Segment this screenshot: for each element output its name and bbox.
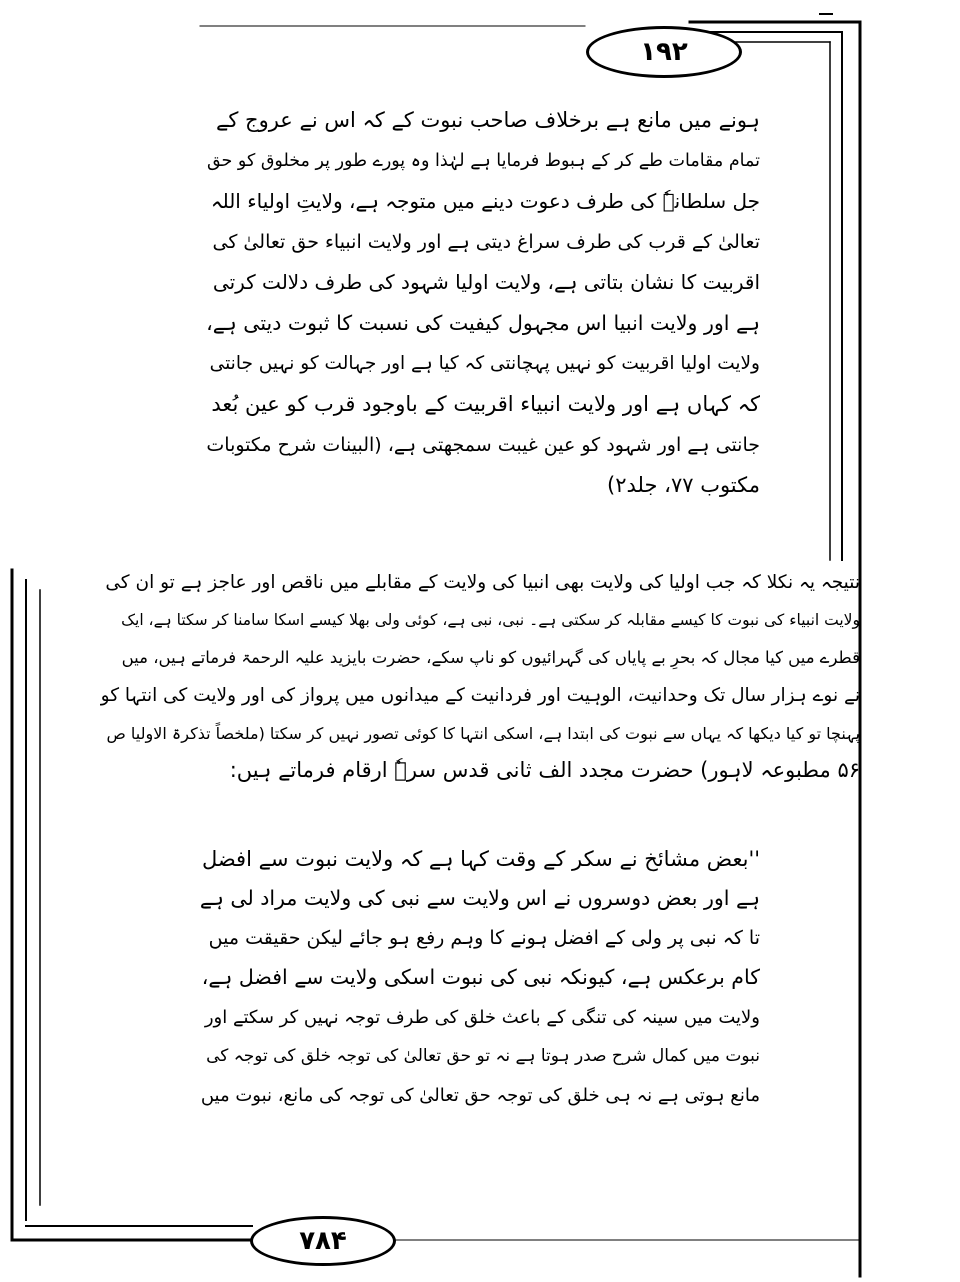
quote-one-line: کہ کہاں ہے اور ولایت انبیاء اقربیت کے باوجود قرب کو عین بُعد	[211, 392, 760, 417]
page-number-bottom	[250, 1216, 396, 1266]
body-line: نے نوے ہزار سال تک وحدانیت، الوہیت اور فردانیت کے میدانوں میں پرواز کی اور ولایت کی انتہا کو	[100, 685, 860, 707]
quote-one-line: اقربیت کا نشان بتاتی ہے، ولایت اولیا شہود کی طرف دلالت کرتی	[212, 270, 760, 295]
quote-one-line: ہونے میں مانع ہے برخلاف صاحب نبوت کے کہ اس نے عروج کے	[216, 108, 760, 132]
body-line: نتیجہ یہ نکلا کہ جب اولیا کی ولایت بھی انبیا کی ولایت کے مقابلے میں ناقص اور عاجز ہے تو ان کی	[105, 572, 860, 593]
quote-one-line: ولایت اولیا اقربیت کو نہیں پہچانتی کہ کیا ہے اور جہالت کو نہیں جانتی	[209, 352, 760, 374]
page-number-bottom-text: ۷۸۴	[299, 1226, 347, 1256]
quote-two-line: نبوت میں کمال شرح صدر ہوتا ہے نہ تو حق تعالیٰ کی توجہ خلق کی توجہ کی	[206, 1045, 760, 1066]
page-number-top	[586, 26, 742, 78]
quote-one-line: ہے اور ولایت انبیا اس مجہول کیفیت کی نسبت کا ثبوت دیتی ہے،	[206, 310, 760, 335]
quote-one-line: جانتی ہے اور شہود کو عین غیبت سمجھتی ہے، (البینات شرح مکتوبات	[206, 433, 760, 456]
quote-two-line: ''بعض مشائخ نے سکر کے وقت کہا ہے کہ ولایت نبوت سے افضل	[201, 847, 760, 871]
quote-two-line: مانع ہوتی ہے نہ ہی خلق کی توجہ حق تعالیٰ کی توجہ کی مانع، نبوت میں	[200, 1085, 760, 1107]
body-line: قطرے میں کیا مجال کہ بحرِ بے پایاں کی گہرائیوں کو ناپ سکے، حضرت بایزید علیہ الرحمۃ فرماتے ہیں، میں	[121, 648, 860, 668]
quote-two-line: تا کہ نبی پر ولی کے افضل ہونے کا وہم رفع ہو جائے لیکن حقیقت میں	[208, 926, 760, 949]
quote-one-line: جل سلطانہٗ کی طرف دعوت دینے میں متوجہ ہے، ولایتِ اولیاء اللہ	[210, 189, 760, 214]
quote-two-line: ولایت میں سینہ کی تنگی کے باعث خلق کی طرف توجہ نہیں کر سکتے اور	[204, 1006, 760, 1028]
body-paragraph	[100, 564, 860, 790]
quotation-block-one	[200, 100, 760, 506]
body-line: ۵۶ مطبوعہ لاہور) حضرت مجدد الف ثانی قدس سرہٗ ارقام فرماتے ہیں:	[229, 758, 860, 783]
quote-two-line: کام برعکس ہے، کیونکہ نبی کی نبوت اسکی ولایت سے افضل ہے،	[201, 965, 760, 990]
quote-two-line: ہے اور بعض دوسروں نے اس ولایت سے نبی کی ولایت مراد لی ہے	[200, 886, 760, 911]
body-line: ولایت انبیاء کی نبوت کا کیسے مقابلہ کر سکتی ہے۔ نبی، نبی ہے، کوئی ولی بھلا کیسے اسکا سامنا کر سکتا ہے، ایک	[121, 610, 860, 629]
quote-one-line: تمام مقامات طے کر کے ہبوط فرمایا ہے لہٰذا وہ پورے طور پر مخلوق کو حق	[206, 150, 760, 171]
quotation-block-two	[200, 840, 760, 1116]
quote-one-line: تعالیٰ کے قرب کی طرف سراغ دیتی ہے اور ولایت انبیاء حق تعالیٰ کی	[212, 230, 760, 253]
quote-one-line: مکتوب ۷۷، جلد۲)	[607, 473, 760, 498]
body-line: پہنچا تو کیا دیکھا کہ یہاں سے نبوت کی ابتدا ہے، اسکی انتہا کا کوئی تصور نہیں کر سکتا (ملخصاً تذکرۃ الاولیا ص	[106, 723, 860, 743]
page-number-top-text: ۱۹۲	[640, 37, 688, 67]
